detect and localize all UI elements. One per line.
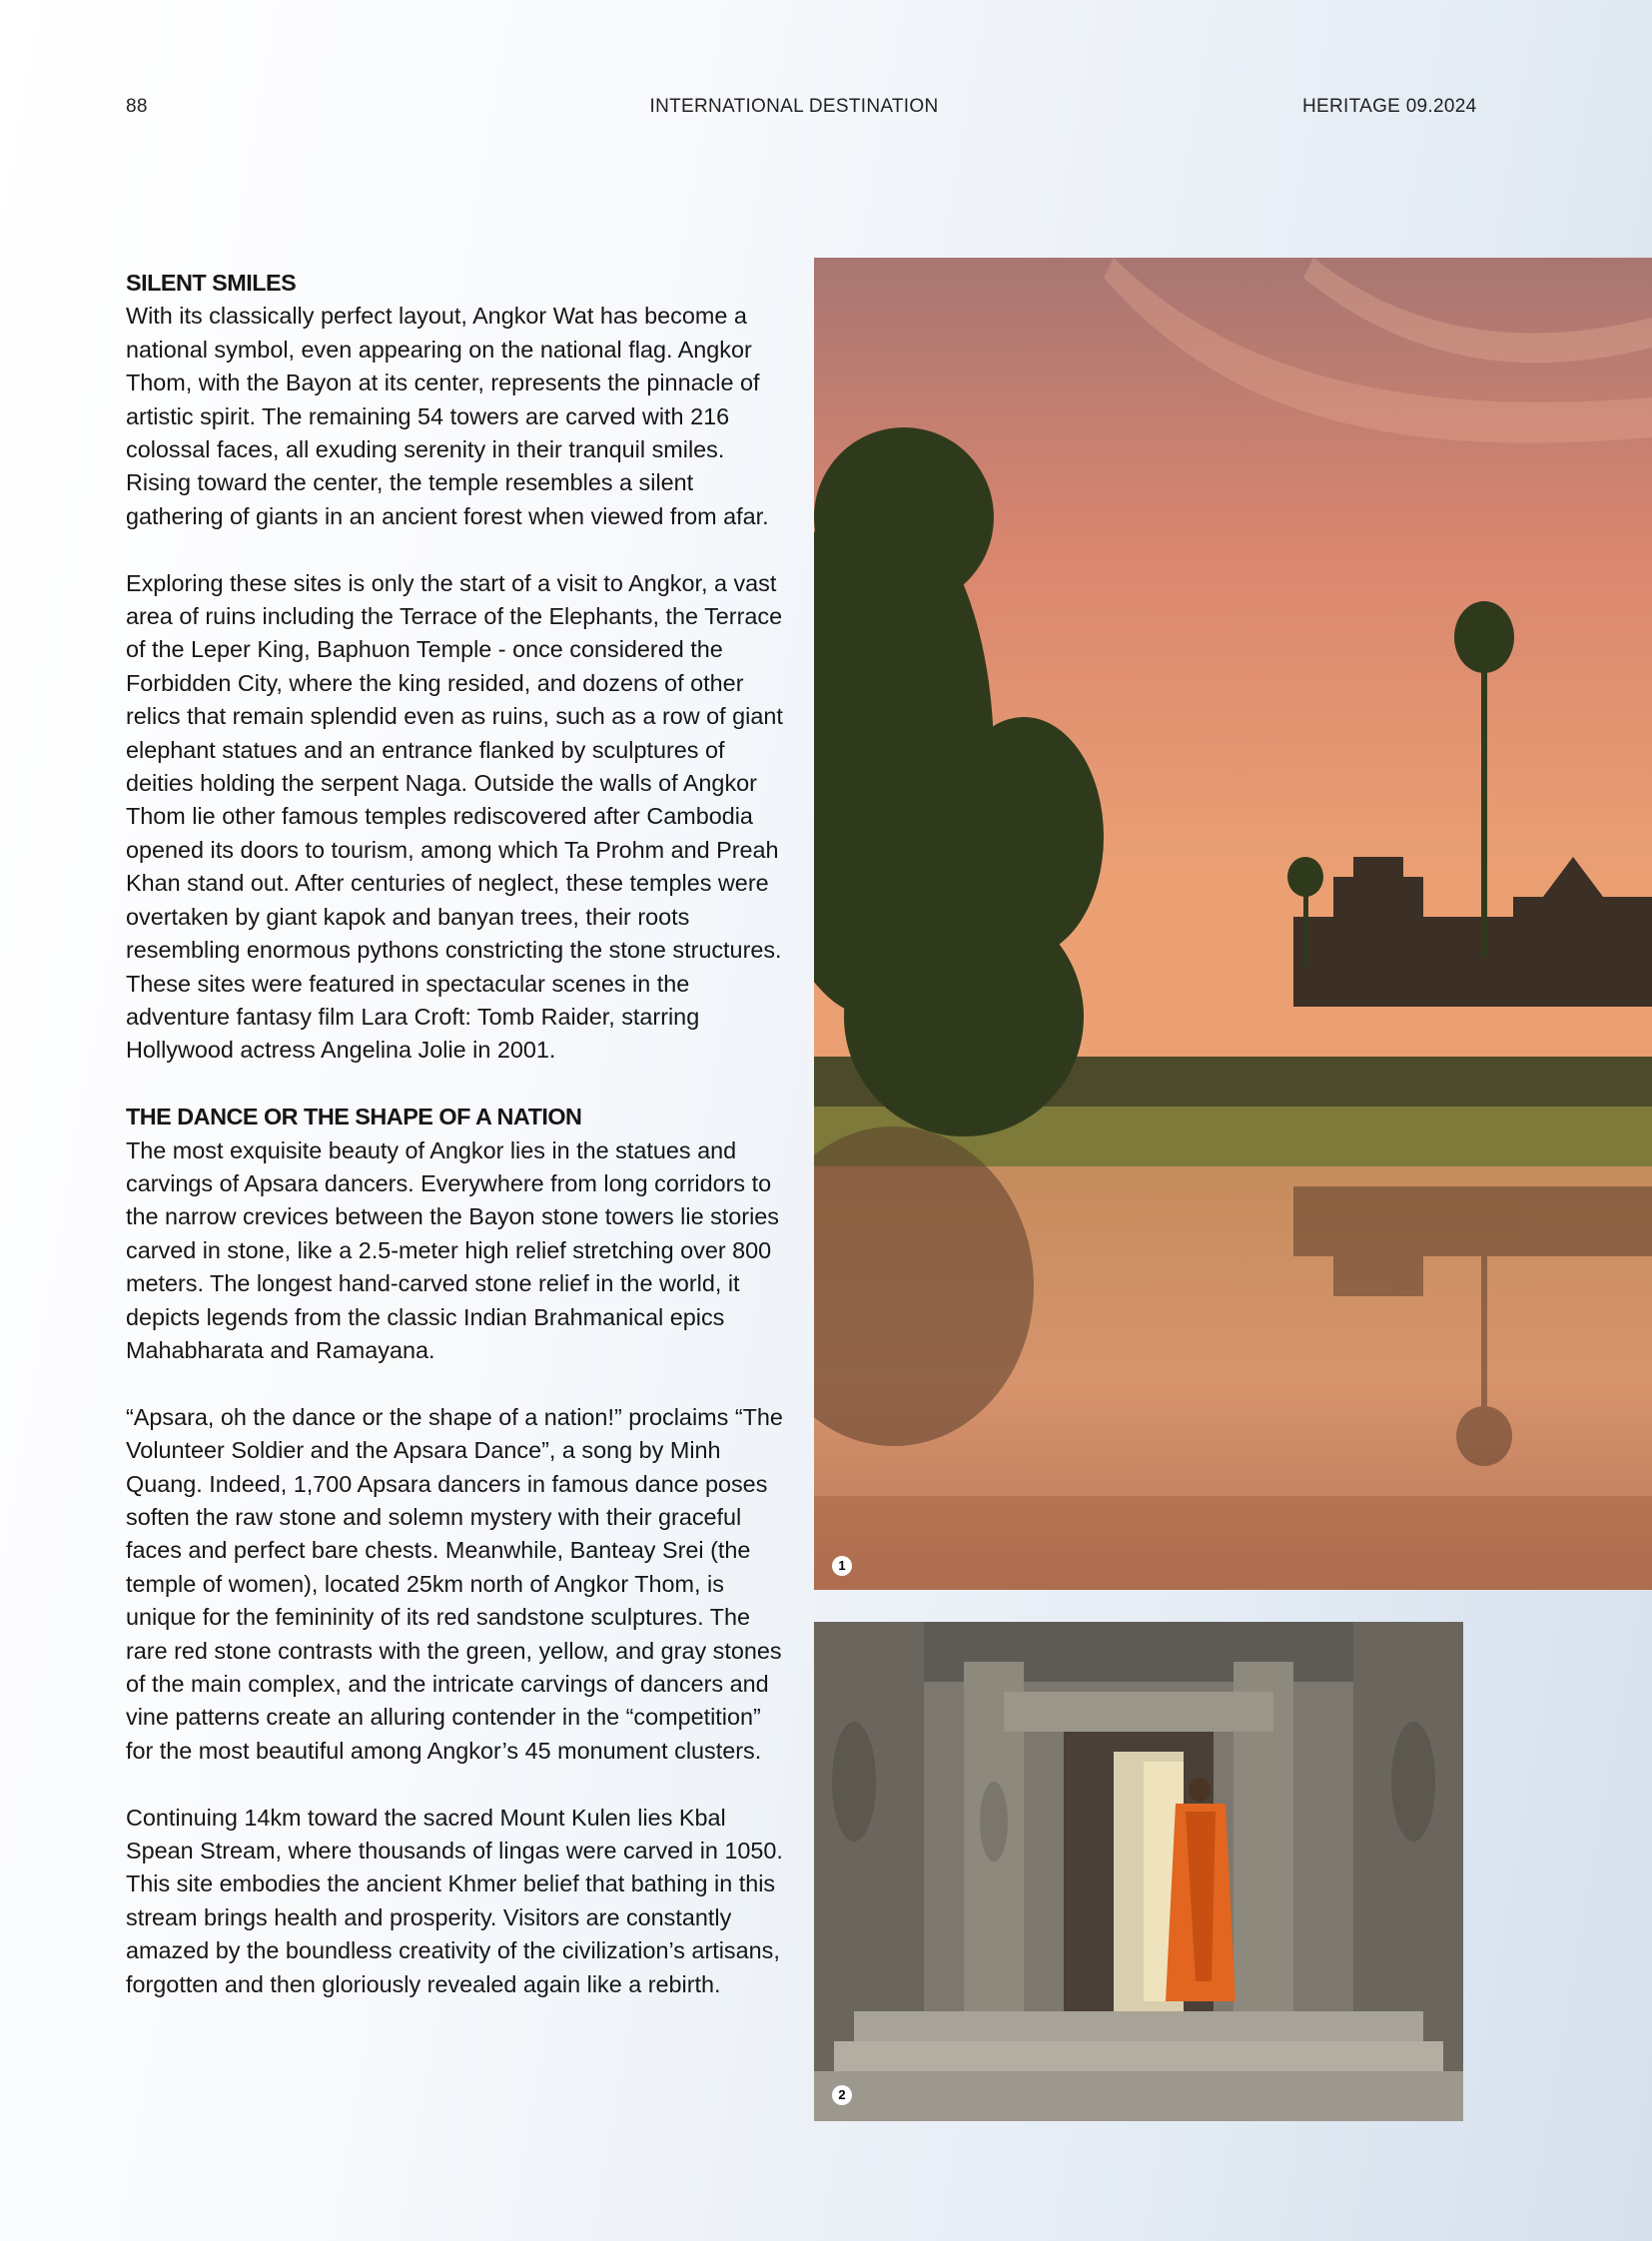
article-paragraph: Continuing 14km toward the sacred Mount Kulen lies Kbal Spean Stream, where thousands of lingas were carved in 1050. This site embodies the ancient Khmer belief that bathing in this stream brings health and prosperity. Visitors are constantly amazed by the boundless creativity of the civilization’s artisans, forgotten and then gloriously revealed again like a rebirth.: [126, 1804, 783, 1997]
angkor-wat-sunset-photo: [814, 258, 1652, 1590]
section-heading-silent-smiles: SILENT SMILES: [126, 270, 297, 296]
article-paragraph: “Apsara, oh the dance or the shape of a nation!” proclaims “The Volunteer Soldier and the Apsara Dance”, a song by Minh Quang. Indeed, 1,700 Apsara dancers in famous dance poses soften the raw stone and solemn mystery with their graceful faces and perfect bare chests. Meanwhile, Banteay Srei (the temple of women), located 25km north of Angkor Thom, is unique for the femininity of its red sandstone sculptures. The rare red stone contrasts with the green, yellow, and gray stones of the main complex, and the intricate carvings of dancers and vine patterns create an alluring contender in the “competition” for the most beautiful among Angkor’s 45 monument clusters.: [126, 1403, 783, 1764]
article-paragraph: The most exquisite beauty of Angkor lies in the statues and carvings of Apsara dancers. Everywhere from long corridors to the narrow crevices between the Bayon stone towers lie stories carved in stone, like a 2.5-meter high relief stretching over 800 meters. The longest hand-carved stone relief in the world, it depicts legends from the classic Indian Brahmanical epics Mahabharata and Ramayana.: [126, 1136, 779, 1363]
article-paragraph: With its classically perfect layout, Angkor Wat has become a national symbol, even appearing on the national flag. Angkor Thom, with the Bayon at its center, represents the pinnacle of artistic spirit. The remaining 54 towers are carved with 216 colossal faces, all exuding serenity in their tranquil smiles. Rising toward the center, the temple resembles a silent gathering of giants in an ancient forest when viewed from afar.: [126, 303, 769, 529]
section-title: INTERNATIONAL DESTINATION: [649, 96, 939, 117]
issue-label: HERITAGE 09.2024: [1302, 96, 1477, 117]
section-heading-dance: THE DANCE OR THE SHAPE OF A NATION: [126, 1104, 582, 1130]
photo-number-badge: 2: [832, 2085, 852, 2105]
photo-illustration: [814, 258, 1652, 1590]
article-column: [126, 267, 785, 2034]
photo-number-badge: 1: [832, 1556, 852, 1576]
page-number: 88: [126, 96, 148, 117]
article-paragraph: Exploring these sites is only the start of a visit to Angkor, a vast area of ruins including the Terrace of the Elephants, the Terrace of the Leper King, Baphuon Temple - once considered the Forbidden City, where the king resided, and dozens of other relics that remain splendid even as ruins, such as a row of giant elephant statues and an entrance flanked by sculptures of deities holding the serpent Naga. Outside the walls of Angkor Thom lie other famous temples rediscovered after Cambodia opened its doors to tourism, among which Ta Prohm and Preah Khan stand out. After centuries of neglect, these temples were overtaken by giant kapok and banyan trees, their roots resembling enormous pythons constricting the stone structures. These sites were featured in spectacular scenes in the adventure fantasy film Lara Croft: Tomb Raider, starring Hollywood actress Angelina Jolie in 2001.: [126, 569, 783, 1064]
photo-illustration: [814, 1622, 1463, 2121]
monk-temple-doorway-photo: [814, 1622, 1463, 2121]
